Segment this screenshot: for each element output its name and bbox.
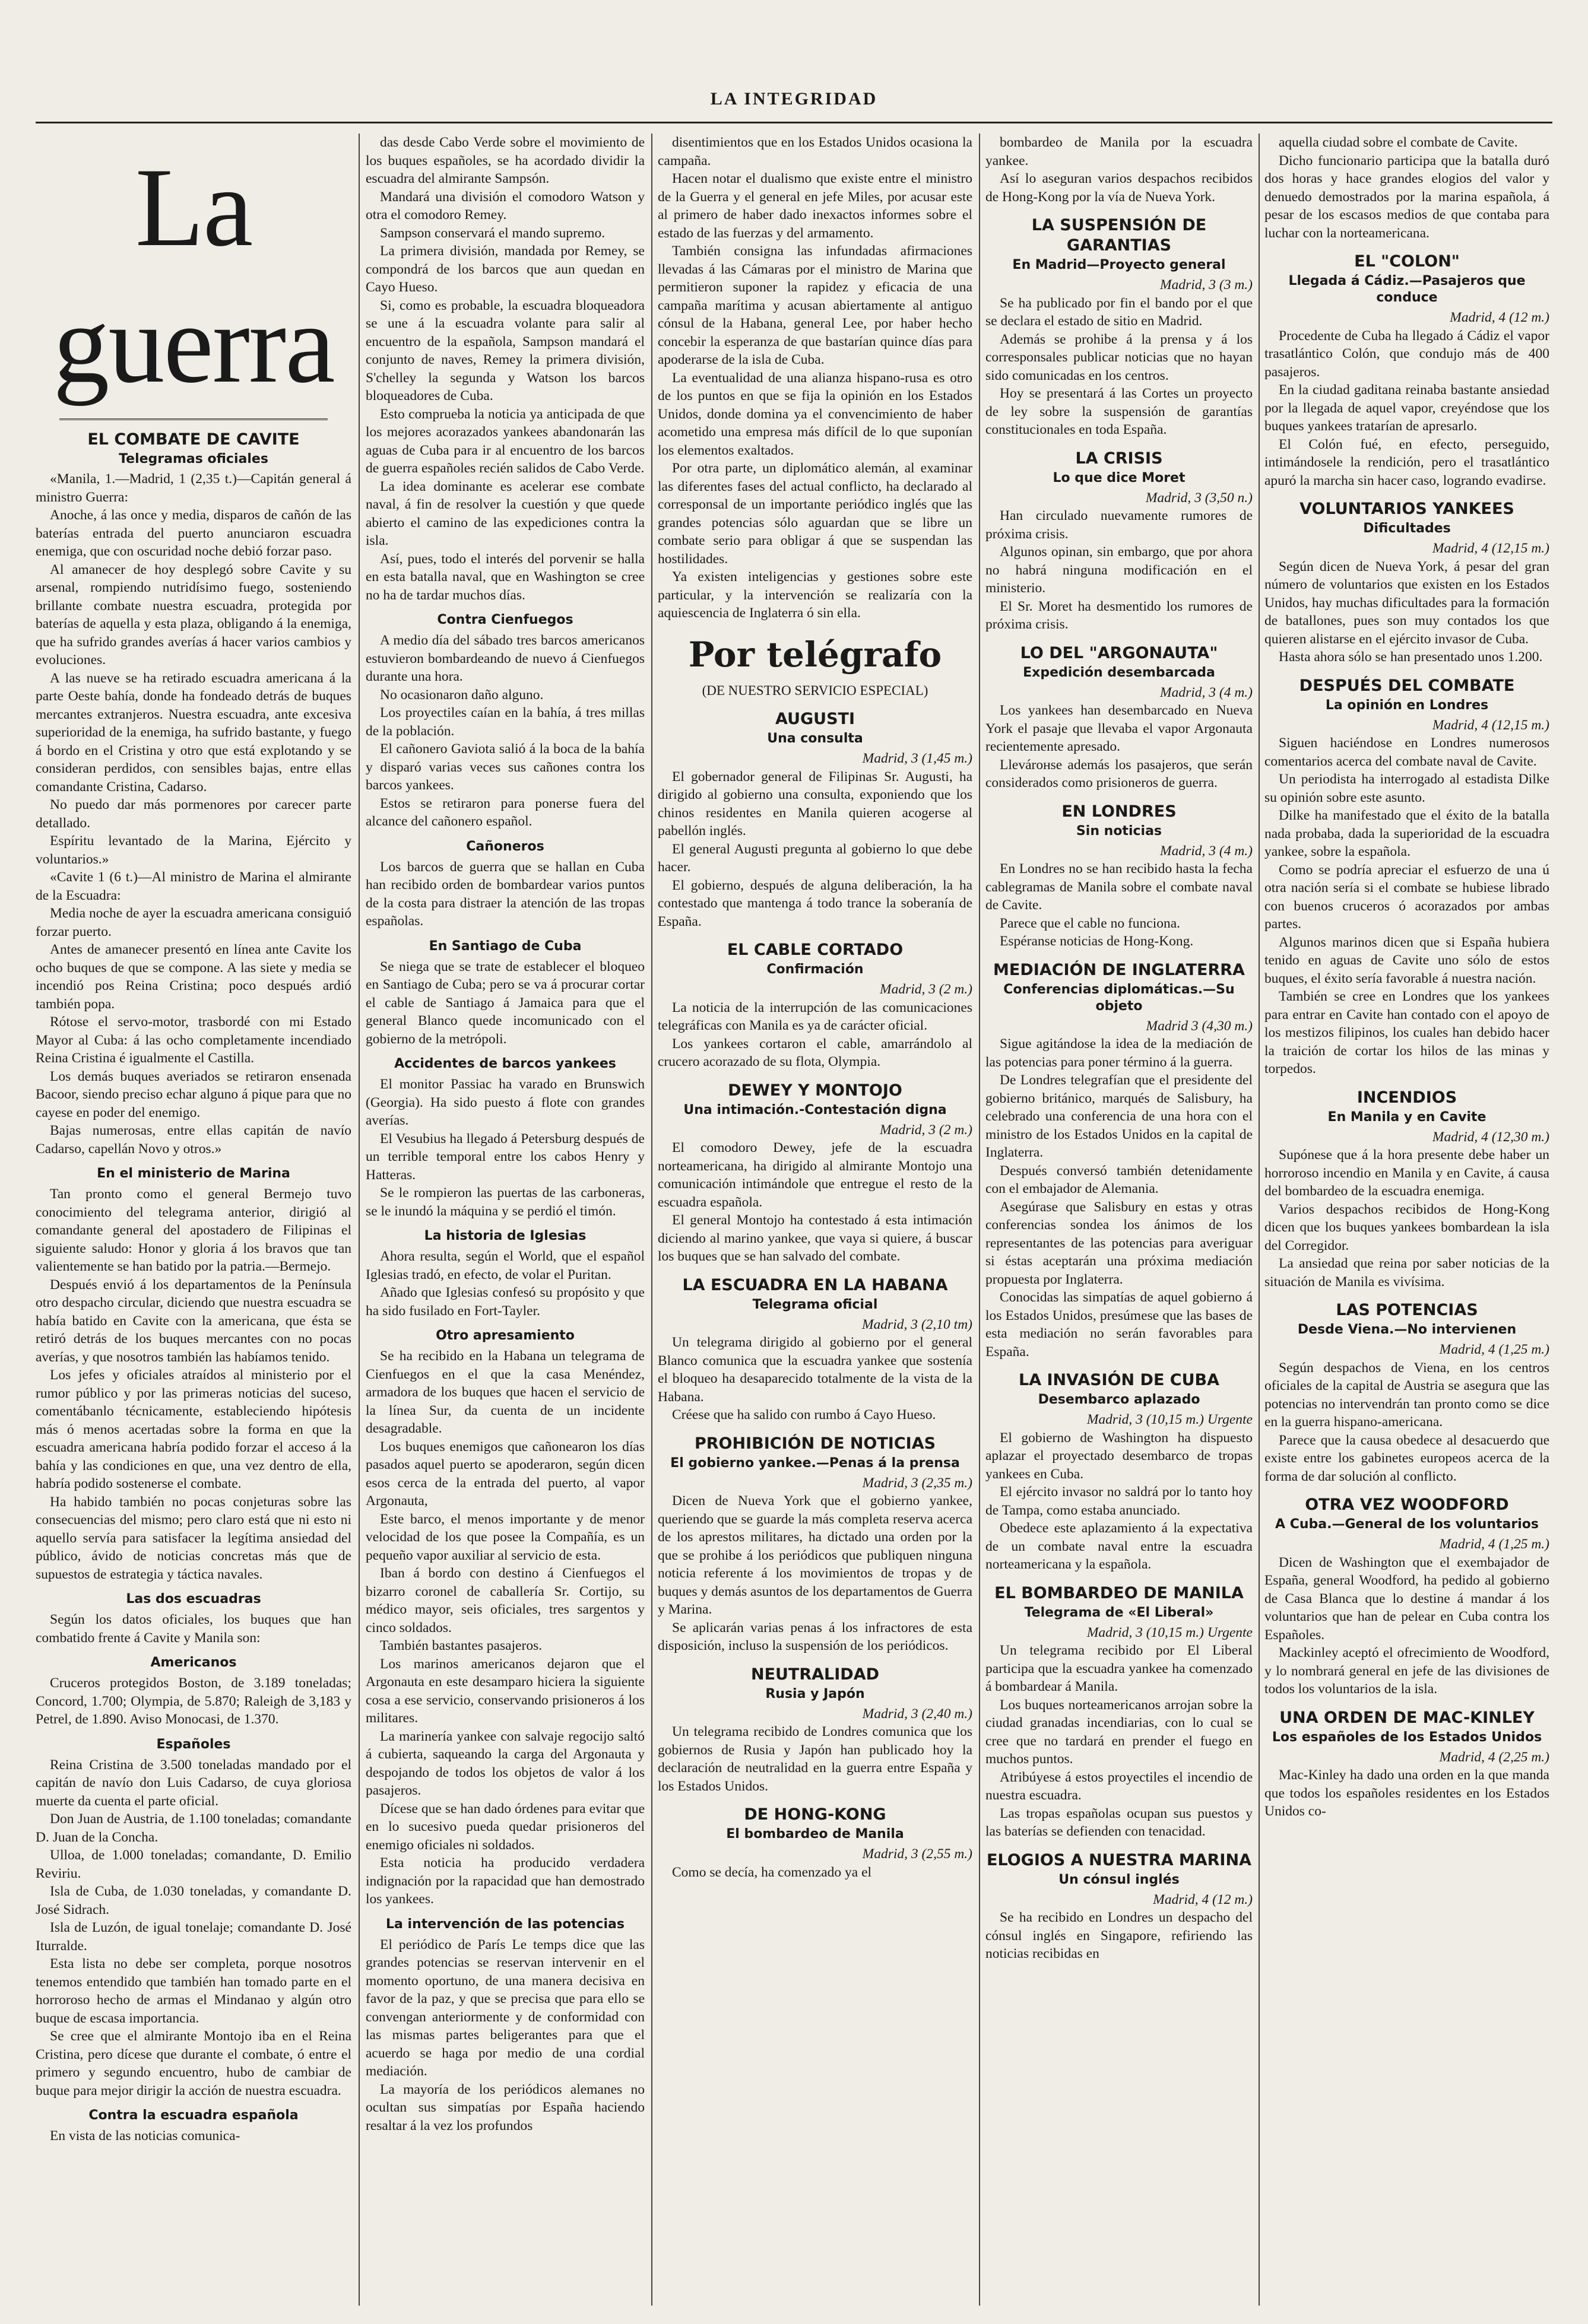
paragraph: Esto comprueba la noticia ya anticipada de que los mejores acorazados yankees abandonarán las aguas de Cuba para ir al encuentro de los barcos de guerra españoles recién salidos de Cabo Verde. <box>366 406 645 476</box>
paragraph: Dícese que se han dado órdenes para evitar que en lo sucesivo pueda quedar prisioneros del enemigo oficiales ni soldados. <box>366 1801 645 1853</box>
subheadline: Telegrama oficial <box>752 1297 878 1312</box>
paragraph: Media noche de ayer la escuadra americana consiguió forzar puerto. <box>36 906 351 939</box>
paragraph: das desde Cabo Verde sobre el movimiento de los buques españoles, se ha acordado dividir la escuadra del almirante Sampsón. <box>366 135 645 186</box>
paragraph: Un periodista ha interrogado al estadista Dilke su opinión sobre este asunto. <box>1264 772 1549 805</box>
paragraph: Isla de Cuba, de 1.030 toneladas, y comandante D. José Sidrach. <box>36 1884 351 1917</box>
headline: NEUTRALIDAD <box>750 1665 880 1684</box>
paragraph: Al amanecer de hoy desplegó sobre Cavite y su arsenal, rompiendo nutridísimo fuego, sosteniendo brillante combate nuestra escuadra, protegida por baterías de aquella y esta plaza, obligando á la enemiga, que ha sufrido grandes averías á hacer varios cambios y evoluciones. <box>36 561 351 668</box>
paragraph: El gobernador general de Filipinas Sr. Augusti, ha dirigido al gobierno una consulta, exponiendo que los chinos residentes en Manila quieren acogerse al pabellón inglés. <box>658 769 972 839</box>
headline: AUGUSTI <box>775 710 855 728</box>
paragraph: En Londres no se han recibido hasta la fecha cablegramas de Manila sobre el combate naval de Cavite. <box>985 861 1253 913</box>
paragraph: Sampson conservará el mando supremo. <box>380 225 606 241</box>
paragraph: El monitor Passiac ha varado en Brunswich (Georgia). Ha sido puesto á flote con grandes averías. <box>366 1077 645 1128</box>
subheadline: El bombardeo de Manila <box>726 1827 904 1842</box>
section-heading: Contra la escuadra española <box>88 2108 299 2123</box>
paragraph: Dilke ha manifestado que el éxito de la batalla nada probaba, dada la superioridad de la escuadra yankee, sobre la española. <box>1264 808 1549 859</box>
paragraph: Hoy se presentará á las Cortes un proyecto de ley sobre la suspensión de garantías constitucionales en toda España. <box>985 386 1253 437</box>
paragraph: No ocasionaron daño alguno. <box>380 687 544 703</box>
subheadline: Conferencias diplomáticas.—Su objeto <box>1003 982 1235 1014</box>
section-heading: En el ministerio de Marina <box>97 1166 290 1181</box>
paragraph: Según los datos oficiales, los buques que han combatido frente á Cavite y Manila son: <box>36 1612 351 1646</box>
paragraph: Supónese que á la hora presente debe haber un horroroso incendio en Manila y en Cavite, á causa del bombardeo de la escuadra enemiga. <box>1264 1147 1549 1199</box>
headline: LA SUSPENSIÓN DE GARANTIAS <box>1031 216 1207 255</box>
paragraph: Los demás buques averiados se retiraron ensenada Bacoor, siendo preciso echar alguno á pique para que no cayese en poder del enemigo. <box>36 1068 351 1120</box>
headline: LAS POTENCIAS <box>1336 1301 1478 1319</box>
paragraph: Se cree que el almirante Montojo iba en el Reina Cristina, pero dícese que durante el combate, ó entre el primero y segundo encuentro, hubo de cambiar de buque para mejor dirigir la acción de nuestra escuadra. <box>36 2028 351 2098</box>
paragraph: Un telegrama dirigido al gobierno por el general Blanco comunica que la escuadra yankee que sostenía el bloqueo ha desaparecido totalmente de la vista de la Habana. <box>658 1335 972 1405</box>
subheadline: Telegramas oficiales <box>119 452 268 466</box>
headline: LA ESCUADRA EN LA HABANA <box>682 1275 948 1294</box>
headline: DEWEY Y MONTOJO <box>728 1081 902 1100</box>
paragraph: Llevárонse además los pasajeros, que serán considerados como prisioneros de guerra. <box>985 757 1253 790</box>
column-1 <box>36 134 351 2306</box>
paragraph: Después envió á los departamentos de la Península otro despacho circular, diciendo que nuestra escuadra se había batido en Cavite con la americana, que ésta se retiró detrás de los buques mercantes con no pocas averías, y que nosotros también las habíamos tenido. <box>36 1277 351 1365</box>
subheadline: Rusia y Japón <box>765 1686 865 1701</box>
paragraph: El ejército invasor no saldrá por lo tanto hoy de Tampa, como estaba anunciado. <box>985 1484 1253 1518</box>
paragraph: Atribúyese á estos proyectiles el incendio de nuestra escuadra. <box>985 1769 1253 1803</box>
paragraph: La noticia de la interrupción de las comunicaciones telegráficas con Manila es ya de carácter oficial. <box>658 999 972 1033</box>
paragraph: Han circulado nuevamente rumores de próxima crisis. <box>985 508 1253 542</box>
paragraph: Parece que la causa obedece al desacuerdo que existe entre los gabinetes europeos acerca de la forma de dar solución al conflicto. <box>1264 1432 1549 1484</box>
paragraph: En vista de las noticias comunica- <box>50 2128 240 2144</box>
subheadline: Desembarco aplazado <box>1038 1392 1200 1407</box>
section-heading: Otro apresamiento <box>436 1328 575 1343</box>
dateline: Madrid, 3 (3,50 n.) <box>1145 490 1253 506</box>
headline: MEDIACIÓN DE INGLATERRA <box>993 960 1245 979</box>
paragraph: Por otra parte, un diplomático alemán, al examinar las diferentes fases del actual conflicto, ha declarado al corresponsal de un importante periódico inglés que las grandes potencias sólo aguardan que se libre un combate serio para obligar á que se suspendan las hostilidades. <box>658 461 972 567</box>
paragraph: Los proyectiles caían en la bahía, á tres millas de la población. <box>366 705 645 739</box>
section-heading: En Santiago de Cuba <box>429 938 582 954</box>
paragraph: También se cree en Londres que los yankees para entrar en Cavite han contado con el apoyo de los mestizos filipinos, los cuales han debido hacer la traición de cortar los hilos de las minas y torpedos. <box>1264 989 1549 1077</box>
dateline: Madrid, 3 (10,15 m.) Urgente <box>1086 1412 1253 1427</box>
paragraph: Sigue agitándose la idea de la mediación de las potencias para poner término á la guerra. <box>985 1036 1253 1070</box>
paragraph: Ahora resulta, según el World, que el español Iglesias tradó, en efecto, de volar el Puritan. <box>366 1249 645 1282</box>
paragraph: Mac-Kinley ha dado una orden en la que manda que todos los españoles residentes en los Estados Unidos co- <box>1264 1767 1549 1819</box>
paragraph: Los barcos de guerra que se hallan en Cuba han recibido orden de bombardear varios puntos de la costa para distraer la atención de las tropas españolas. <box>366 859 645 929</box>
paragraph: Se niega que se trate de establecer el bloqueo en Santiago de Cuba; pero se va á procurar cortar el cable de Santiago á Jamaica para que el general Blanco quede incomunicado con el gobierno de la metrópoli. <box>366 958 645 1047</box>
column-divider <box>651 134 652 2306</box>
headline: LA CRISIS <box>1075 449 1163 468</box>
paragraph: Procedente de Cuba ha llegado á Cádiz el vapor trasatlántico Colón, que condujo más de 400 pasajeros. <box>1264 328 1549 380</box>
subheadline: Dificultades <box>1363 521 1451 536</box>
paragraph: Los yankees cortaron el cable, amarrándolo al crucero acorazado de su flota, Olympia. <box>658 1036 972 1069</box>
subheadline: Sin noticias <box>1076 823 1162 839</box>
paragraph: En la ciudad gaditana reinaba bastante ansiedad por la llegada de aquel vapor, creyéndose que los buques yankees tratarían de apresarlo. <box>1264 382 1549 434</box>
subheadline: Telegrama de «El Liberal» <box>1024 1605 1214 1620</box>
paragraph: Espíritu levantado de la Marina, Ejército y voluntarios.» <box>36 833 351 867</box>
headline: EL BOMBARDEO DE MANILA <box>994 1583 1244 1602</box>
paragraph: La idea dominante es acelerar ese combate naval, á fin de resolver la cuestión y que quede abierto el camino de las expediciones contra la isla. <box>366 478 645 548</box>
paragraph: El gobierno de Washington ha dispuesto aplazar el proyectado desembarco de tropas yankees en Cuba. <box>985 1430 1253 1482</box>
subheadline: Los españoles de los Estados Unidos <box>1272 1729 1542 1745</box>
paragraph: Se ha recibido en Londres un despacho del cónsul inglés en Singapore, refiriendo las noticias recibidas en <box>985 1910 1253 1961</box>
section-heading: Accidentes de barcos yankees <box>394 1056 616 1071</box>
headline: ELOGIOS A NUESTRA MARINA <box>987 1850 1251 1869</box>
paragraph: Ulloa, de 1.000 toneladas; comandante, D. Emilio Reviriu. <box>36 1847 351 1881</box>
paragraph: aquella ciudad sobre el combate de Cavite. <box>1279 135 1518 150</box>
paragraph: Hacen notar el dualismo que existe entre el ministro de la Guerra y el general en jefe Miles, por acusar este al primero de haber dado inexactos informes sobre el estado de las fuerzas y del armamento. <box>658 171 972 241</box>
dateline: Madrid, 4 (12 m.) <box>1450 310 1549 325</box>
paragraph: Varios despachos recibidos de Hong-Kong dicen que los buques yankees bombardean la isla del Corregidor. <box>1264 1201 1549 1253</box>
paragraph: Reina Cristina de 3.500 toneladas mandado por el capitán de navío don Luis Cadarso, de cuya gloriosa muerte da cuenta el parte oficial. <box>36 1757 351 1809</box>
paragraph: Créese que ha salido con rumbo á Cayo Hueso. <box>672 1407 936 1423</box>
dateline: Madrid, 4 (12,30 m.) <box>1432 1129 1549 1145</box>
paragraph: También consigna las infundadas afirmaciones llevadas á las Cámaras por el ministro de Marina que permitieron suponer la rapidez y eficacia de una campaña marítima y acusan abiertamente al antiguo cónsul de la Habana, general Lee, por haber hecho concebir la esperanza de que bastarían quince días para apoderarse de la isla de Cuba. <box>658 243 972 367</box>
headline: LO DEL "ARGONAUTA" <box>1020 643 1218 662</box>
paragraph: Así, pues, todo el interés del porvenir se halla en esta batalla naval, que en Washington se cree no ha de tardar muchos días. <box>366 551 645 603</box>
column-divider <box>1259 134 1260 2306</box>
paragraph: Los marinos americanos dejaron que el Argonauta en este desamparo hiciera la siguiente cosa a ese servicio, conservando prisioneros á los militares. <box>366 1656 645 1726</box>
paragraph: Parece que el cable no funciona. <box>1000 915 1181 931</box>
subheadline: Una consulta <box>767 731 863 746</box>
dateline: Madrid, 4 (2,25 m.) <box>1439 1749 1549 1765</box>
section-heading: Contra Cienfuegos <box>437 612 573 627</box>
paragraph: Algunos marinos dicen que si España hubiera tenido en aguas de Cavite uno sólo de estos buques, el éxito sería favorable á nuestra nación. <box>1264 934 1549 986</box>
dateline: Madrid, 4 (12 m.) <box>1153 1891 1253 1907</box>
paragraph: A las nueve se ha retirado escuadra americana á la parte Oeste bahía, donde ha fondeado detrás de buques mercantes extranjeros. Nuestra escuadra, ante excesiva superioridad de la enemiga, ha sufrido bastante, y fuego á bordo en el Cristina y otro que está explotando y se consideran perdidos, con sensibles bajas, entre ellas comandante Cristina, Cadarso. <box>36 670 351 795</box>
headline: PROHIBICIÓN DE NOTICIAS <box>694 1434 936 1453</box>
dateline: Madrid, 3 (3 m.) <box>1160 277 1253 293</box>
paragraph: La eventualidad de una alianza hispano-rusa es otro de los puntos en que se fija la opinión en los Estados Unidos, donde domina ya el convencimiento de haber acometido una empresa más difícil de lo que suponían los elementos exaltados. <box>658 370 972 458</box>
paragraph: bombardeo de Manila por la escuadra yankee. <box>985 135 1253 169</box>
paragraph: El comodoro Dewey, jefe de la escuadra norteamericana, ha dirigido al almirante Montojo una comunicación intimándole que entregue el resto de la escuadra española. <box>658 1140 972 1210</box>
dateline: Madrid, 3 (2,55 m.) <box>862 1846 972 1862</box>
paragraph: Dicen de Nueva York que el gobierno yankee, queriendo que se guarde la más completa reserva acerca de los aprestos militares, ha dictado una orden por la que se prohibe á los periódicos que publiquen ninguna noticia referente á los movimientos de tropas y de buques y demás asuntos de los departamentos de Guerra y Marina. <box>658 1493 972 1617</box>
dateline: Madrid, 3 (10,15 m.) Urgente <box>1086 1624 1253 1640</box>
section-heading: Americanos <box>150 1655 237 1670</box>
section-heading: Cañoneros <box>466 839 544 854</box>
dateline: Madrid, 3 (4 m.) <box>1160 843 1253 859</box>
dateline: Madrid, 4 (1,25 m.) <box>1439 1342 1549 1357</box>
headline: EL CABLE CORTADO <box>727 941 904 959</box>
subheadline: El gobierno yankee.—Penas á la prensa <box>670 1455 960 1471</box>
column-3 <box>658 134 972 2306</box>
paragraph: Se ha recibido en la Habana un telegrama de Cienfuegos en el que la casa Menéndez, armadora de los buques que hacen el servicio de la línea Sur, da cuenta de un incidente desagradable. <box>366 1348 645 1436</box>
paragraph: Don Juan de Austria, de 1.100 toneladas; comandante D. Juan de la Concha. <box>36 1811 351 1845</box>
paragraph: El cañonero Gaviota salió á la boca de la bahía y disparó varias veces sus cañones contra los barcos yankees. <box>366 741 645 793</box>
subheadline: A Cuba.—General de los voluntarios <box>1275 1517 1539 1532</box>
dateline: Madrid, 3 (1,45 m.) <box>862 751 972 766</box>
paragraph: Tan pronto como el general Bermejo tuvo conocimiento del telegrama anterior, dirigió al comandante general del apostadero de Filipinas el siguiente saludo: Honor y gloria á los bravos que tan valientemente se han batido por la patria.—Bermejo. <box>36 1186 351 1274</box>
column-2 <box>366 134 645 2306</box>
paragraph: Los yankees han desembarcado en Nueva York el pasaje que llevaba el vapor Argonauta recientemente apresado. <box>985 703 1253 754</box>
paragraph: Espéranse noticias de Hong-Kong. <box>1000 934 1194 949</box>
paragraph: Antes de amanecer presentó en línea ante Cavite los ocho buques de que se compone. A las siete y media se incendió pos Reina Cristina; poco después ardió también popa. <box>36 942 351 1012</box>
headline: EN LONDRES <box>1061 802 1177 821</box>
paragraph: El Sr. Moret ha desmentido los rumores de próxima crisis. <box>985 598 1253 632</box>
paragraph: El Vesubius ha llegado á Petersburg después de un terrible temporal entre los cabos Henry y Hatteras. <box>366 1131 645 1183</box>
paragraph: Además se prohibe á la prensa y á los corresponsales publicar noticias que no hayan sido comunicadas en los centros. <box>985 331 1253 383</box>
subheadline: En Madrid—Proyecto general <box>1012 258 1226 272</box>
dateline: Madrid, 4 (1,25 m.) <box>1439 1536 1549 1552</box>
paragraph: Rótose el servo-motor, trasbordé con mi Estado Mayor al Cuba: á las ocho completamente incendiado Reina Cristina é igualmente el Castilla. <box>36 1014 351 1066</box>
paragraph: Así lo aseguran varios despachos recibidos de Hong-Kong por la vía de Nueva York. <box>985 171 1253 205</box>
paragraph: El periódico de París Le temps dice que las grandes potencias se reservan intervenir en el momento oportuno, de una manera decisiva en favor de la paz, y que se precisa que para ello se convengan anteriormente y de conformidad con las mismas partes beligerantes para que el acuerdo se haga por medio de una cordial mediación. <box>366 1936 645 2079</box>
paragraph: Esta lista no debe ser completa, porque nosotros tenemos entendido que también han tomado parte en el horroroso hecho de armas el Mindanao y algún otro buque de escasa importancia. <box>36 1956 351 2026</box>
dateline: Madrid 3 (4,30 m.) <box>1146 1018 1253 1034</box>
paragraph: Bajas numerosas, entre ellas capitán de navío Cadarso, capellán Novo y otros.» <box>36 1123 351 1157</box>
paragraph: Los buques enemigos que cañonearon los días pasados aquel puerto se apoderaron, según dicen esos cerca de la entrada del puerto, al vapor Argonauta, <box>366 1439 645 1509</box>
paragraph: Se aplicarán varias penas á los infractores de esta disposición, incluso la suspensión de los periódicos. <box>658 1620 972 1653</box>
paragraph: El general Augusti pregunta al gobierno lo que debe hacer. <box>658 841 972 875</box>
main-title: La guerra <box>53 145 334 407</box>
paragraph: Iban á bordo con destino á Cienfuegos el bizarro coronel de caballería Sr. Cortijo, su médico mayor, seis oficiales, tres sargentos y cinco soldados. <box>366 1566 645 1636</box>
paragraph: Como se podría apreciar el esfuerzo de una ú otra nación sería si el combate se hubiese librado con buenos cruceros ó acorazados por ambas partes. <box>1264 862 1549 932</box>
dateline: Madrid, 3 (4 m.) <box>1160 684 1253 700</box>
paragraph: Mandará una división el comodoro Watson y otra el comodoro Remey. <box>366 189 645 223</box>
paragraph: La marinería yankee con salvaje regocijo saltó á cubierta, saqueando la carga del Argonauta y despojando de todos los objetos de valor á los pasajeros. <box>366 1728 645 1798</box>
column-5 <box>1264 134 1549 2306</box>
subheadline: Llegada á Cádiz.—Pasajeros que conduce <box>1288 274 1526 305</box>
paragraph: La primera división, mandada por Remey, se compondrá de los barcos que aun quedan en Cayo Hueso. <box>366 243 645 295</box>
paragraph: Estos se retiraron para ponerse fuera del alcance del cañonero español. <box>366 795 645 829</box>
headline: VOLUNTARIOS YANKEES <box>1299 500 1514 518</box>
paragraph: Algunos opinan, sin embargo, que por ahora no habrá ninguna modificación en el ministerio. <box>985 544 1253 596</box>
paragraph: Si, como es probable, la escuadra bloqueadora se une á la escuadra volante para salir al encuentro de la española, Sampson mandará el conjunto de naves, Remey la primera división, S'chelley la segunda y Watson los barcos bloqueadores de Cuba. <box>366 297 645 404</box>
dateline: Madrid, 3 (2,35 m.) <box>862 1475 972 1491</box>
paragraph: Siguen haciéndose en Londres numerosos comentarios acerca del combate naval de Cavite. <box>1264 735 1549 769</box>
paragraph: No puedo dar más pormenores por carecer parte detallado. <box>36 797 351 831</box>
paragraph: «Cavite 1 (6 t.)—Al ministro de Marina el almirante de la Escuadra: <box>36 869 351 903</box>
column-divider <box>979 134 980 2306</box>
subheadline: Una intimación.-Contestación digna <box>683 1102 947 1117</box>
paragraph: Añado que Iglesias confesó su propósito y que ha sido fusilado en Fort-Tayler. <box>366 1285 645 1319</box>
title-rule <box>59 418 328 420</box>
dateline: Madrid, 3 (2,10 tm) <box>861 1316 972 1332</box>
headline: UNA ORDEN DE MAC-KINLEY <box>1279 1708 1535 1727</box>
subheadline: En Manila y en Cavite <box>1327 1109 1486 1125</box>
paragraph: Las tropas españolas ocupan sus puestos y las baterías se defienden con tenacidad. <box>985 1805 1253 1839</box>
subheadline: Desde Viena.—No intervienen <box>1297 1322 1517 1337</box>
paragraph: Hasta ahora sólo se han presentado unos 1.200. <box>1279 649 1543 665</box>
paragraph: Ha habido también no pocas conjeturas sobre las consecuencias del mismo; pero claro está que ni esto ni aquello servía para satisfacer la legítima ansiedad del público, ávido de noticias concretas más que de supuestos de estrategia y táctica navales. <box>36 1494 351 1582</box>
section-subtitle: (DE NUESTRO SERVICIO ESPECIAL) <box>702 682 928 698</box>
masthead-rule <box>36 122 1552 123</box>
paragraph: Los buques norteamericanos arrojan sobre la ciudad granadas incendiarias, con lo cual se cree que no tardará en prender el fuego en muchos puntos. <box>985 1697 1253 1767</box>
column-divider <box>359 134 360 2306</box>
headline: EL "COLON" <box>1354 252 1460 271</box>
section-title: Por telégrafo <box>688 634 942 675</box>
paragraph: disentimientos que en los Estados Unidos ocasiona la campaña. <box>658 135 972 169</box>
paragraph: Conocidas las simpatías de aquel gobierno á los Estados Unidos, presúmese que las bases de esta mediación no serán favorables para España. <box>985 1290 1253 1360</box>
section-heading: Las dos escuadras <box>126 1592 261 1607</box>
paragraph: Según dicen de Nueva York, á pesar del gran número de voluntarios que existen en los Estados Unidos, hay muchas dificultades para la formación de batallones, pues son muy contados los que quieren alistarse en el ejército invasor de Cuba. <box>1264 558 1549 647</box>
paragraph: Se ha publicado por fin el bando por el que se declara el estado de sitio en Madrid. <box>985 295 1253 329</box>
paragraph: De Londres telegrafían que el presidente del gobierno británico, marqués de Salisbury, ha celebrado una conferencia de una hora con el ministro de los Estados Unidos en la capital de Inglaterra. <box>985 1072 1253 1160</box>
paragraph: Asegúrase que Salisbury en estas y otras conferencias sondea los ánimos de los representantes de las potencias para averiguar si éstas aceptarán una próxima mediación propuesta por Inglaterra. <box>985 1199 1253 1287</box>
headline: INCENDIOS <box>1356 1088 1457 1107</box>
dateline: Madrid, 4 (12,15 m.) <box>1432 541 1549 556</box>
paragraph: Mackinley aceptó el ofrecimiento de Woodford, y lo nombrará general en jefe de las divisiones de todos los voluntarios de la isla. <box>1264 1645 1549 1697</box>
paragraph: Cruceros protegidos Boston, de 3.189 toneladas; Concord, 1.700; Olympia, de 5.870; Raleigh de 3,183 y Petrel, de 1.890. Aviso Monocasi, de 1.370. <box>36 1675 351 1727</box>
paragraph: Se le rompieron las puertas de las carboneras, se le inundó la máquina y se perdió el timón. <box>366 1185 645 1219</box>
dateline: Madrid, 3 (2 m.) <box>880 1122 972 1138</box>
paragraph: La ansiedad que reina por saber noticias de la situación de Manila es vivísima. <box>1264 1256 1549 1290</box>
paragraph: Esta noticia ha producido verdadera indignación por la rapacidad que han demostrado los yankees. <box>366 1855 645 1907</box>
subheadline: Confirmación <box>766 962 864 977</box>
subheadline: La opinión en Londres <box>1325 697 1489 713</box>
paragraph: Este barco, el menos importante y de menor velocidad de los que posee la Compañía, es un pequeño vapor auxiliar al servicio de esta. <box>366 1511 645 1563</box>
paragraph: Un telegrama recibido de Londres comunica que los gobiernos de Rusia y Japón han publicado hoy la declaración de neutralidad en la guerra entre España y los Estados Unidos. <box>658 1724 972 1794</box>
paragraph: La mayoría de los periódicos alemanes no ocultan sus simpatías por España haciendo resaltar á la vez los profundos <box>366 2081 645 2133</box>
section-heading: La historia de Iglesias <box>424 1228 587 1243</box>
paragraph: Isla de Luzón, de igual tonelaje; comandante D. José Iturralde. <box>36 1920 351 1954</box>
paragraph: Anoche, á las once y media, disparos de cañón de las baterías entrada del puerto anunciaron escuadra enemiga, que con oscuridad noche debió forzar paso. <box>36 507 351 559</box>
dateline: Madrid, 3 (2 m.) <box>880 982 972 997</box>
paragraph: Un telegrama recibido por El Liberal participa que la escuadra yankee ha comenzado á bombardear á Manila. <box>985 1643 1253 1694</box>
paragraph: «Manila, 1.—Madrid, 1 (2,35 t.)—Capitán general á ministro Guerra: <box>36 471 351 505</box>
dateline: Madrid, 3 (2,40 m.) <box>862 1706 972 1722</box>
subheadline: Lo que dice Moret <box>1053 470 1186 485</box>
dateline: Madrid, 4 (12,15 m.) <box>1432 717 1549 733</box>
section-heading: La intervención de las potencias <box>386 1916 625 1932</box>
paragraph: Como se decía, ha comenzado ya el <box>672 1864 872 1880</box>
paragraph: Según despachos de Viena, en los centros oficiales de la capital de Austria se asegura que las potencias no intervendrán tan pronto como se dice en la guerra hispano-americana. <box>1264 1360 1549 1430</box>
section-heading: Españoles <box>156 1736 231 1752</box>
headline: DE HONG-KONG <box>744 1805 886 1824</box>
subheadline: Expedición desembarcada <box>1023 665 1215 680</box>
paragraph: Dicho funcionario participa que la batalla duró dos horas y hace grandes elogios del valor y denuedo demostrados por la marina española, á pesar de los escasos medios de que contaba para luchar con la norteamericana. <box>1264 153 1549 241</box>
paragraph: Obedece este aplazamiento á la expectativa de un combate naval entre la escuadra norteamericana y la española. <box>985 1520 1253 1572</box>
headline: EL COMBATE DE CAVITE <box>87 430 300 449</box>
paragraph: El general Montojo ha contestado á esta intimación diciendo al marino yankee, que vaya si quiere, á buscar los buques que se han salvado del combate. <box>658 1212 972 1264</box>
headline: DESPUÉS DEL COMBATE <box>1299 676 1515 695</box>
headline: LA INVASIÓN DE CUBA <box>1018 1371 1219 1389</box>
subheadline: Un cónsul inglés <box>1058 1872 1180 1887</box>
column-4 <box>985 134 1253 2306</box>
paragraph: También bastantes pasajeros. <box>380 1638 543 1653</box>
paragraph: El Colón fué, en efecto, perseguido, intimándosele la rendición, pero el trasatlántico apuró la marcha sin hacer caso, logrando evadirse. <box>1264 436 1549 488</box>
paragraph: Ya existen inteligencias y gestiones sobre este particular, y la intervención se realizaría con la aquiescencia de Inglaterra ó sin ella. <box>658 569 972 621</box>
masthead: LA INTEGRIDAD <box>710 89 878 109</box>
paragraph: A medio día del sábado tres barcos americanos estuvieron bombardeando de nuevo á Cienfuegos durante una hora. <box>366 633 645 684</box>
paragraph: Los jefes y oficiales atraídos al ministerio por el rumor público y por las primeras noticias del suceso, comentábanlo técnicamente, estableciendo hipótesis más ó menos acertadas sobre la forma en que la escuadra americana habría podido forzar el acceso á la bahía y las condiciones en que, una vez dentro de ella, habría podido sostenerse el combate. <box>36 1367 351 1491</box>
paragraph: Después conversó también detenidamente con el embajador de Alemania. <box>985 1163 1253 1196</box>
paragraph: El gobierno, después de alguna deliberación, la ha contestado que mantenga á todo trance la soberanía de España. <box>658 877 972 929</box>
headline: OTRA VEZ WOODFORD <box>1305 1496 1509 1514</box>
paragraph: Dicen de Washington que el exembajador de España, general Woodford, ha pedido al gobierno de Casa Blanca que lo destine á mandar á los voluntarios que han de pelear en Cuba contra los Españoles. <box>1264 1554 1549 1643</box>
